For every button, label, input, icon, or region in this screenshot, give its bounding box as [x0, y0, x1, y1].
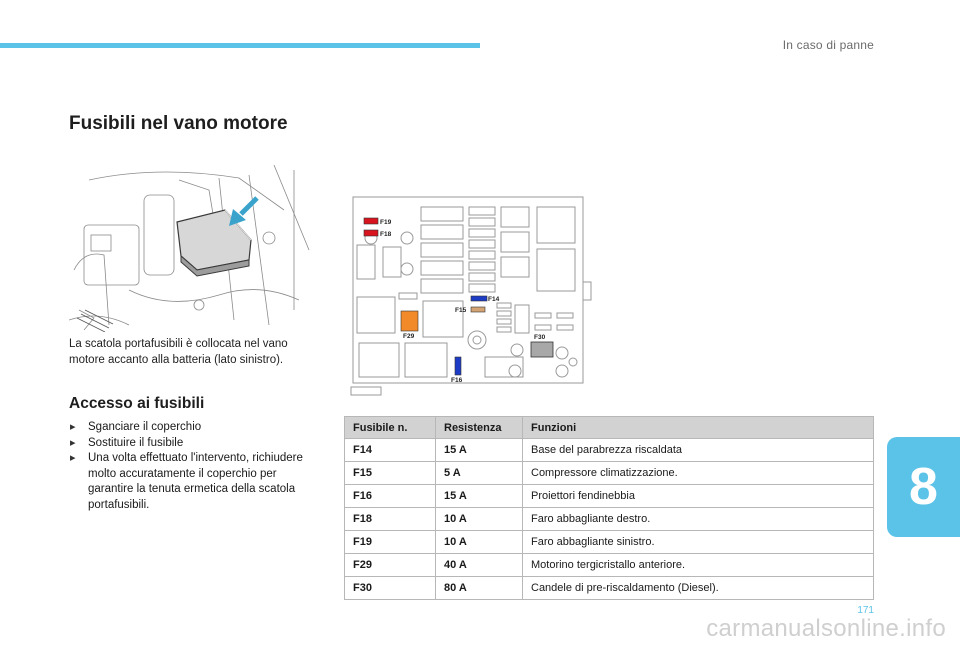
fuse-f19	[364, 218, 378, 224]
column-header-fuse: Fusibile n.	[345, 417, 436, 439]
cell-function: Proiettori fendinebbia	[523, 485, 874, 508]
table-row	[345, 554, 874, 577]
cell-rating: 10 A	[436, 531, 523, 554]
list-item	[69, 451, 324, 513]
cell-fuse: F29	[345, 554, 436, 577]
cell-function: Faro abbagliante destro.	[523, 508, 874, 531]
cell-fuse: F18	[345, 508, 436, 531]
cell-rating: 5 A	[436, 462, 523, 485]
cell-function: Compressore climatizzazione.	[523, 462, 874, 485]
chapter-title: In caso di panne	[782, 38, 874, 52]
access-fuses-title: Accesso ai fusibili	[69, 395, 205, 412]
list-item	[69, 420, 324, 436]
fuse-f15	[471, 307, 485, 312]
cell-rating: 40 A	[436, 554, 523, 577]
cell-rating: 10 A	[436, 508, 523, 531]
step-text: Una volta effettuato l'intervento, richiudere molto accuratamente il coperchio per garantire la tenuta ermetica della scatola portafusibili.	[88, 452, 303, 511]
engine-bay-illustration	[69, 160, 312, 332]
chapter-number: 8	[909, 458, 938, 516]
table-row	[345, 462, 874, 485]
page-title: Fusibili nel vano motore	[69, 113, 288, 134]
chapter-tab	[887, 437, 960, 537]
illustration-caption: La scatola portafusibili è collocata nel vano motore accanto alla batteria (lato sinistro).	[69, 338, 288, 366]
cell-rating: 15 A	[436, 439, 523, 462]
label-f19: F19	[380, 219, 392, 226]
fuse-f14	[471, 296, 487, 301]
step-text: Sganciare il coperchio	[88, 421, 202, 433]
cell-function: Candele di pre-riscaldamento (Diesel).	[523, 577, 874, 600]
fuse-f18	[364, 230, 378, 236]
table-row	[345, 531, 874, 554]
cell-fuse: F15	[345, 462, 436, 485]
bullet-arrow-icon: ▸	[70, 452, 76, 464]
table-row	[345, 508, 874, 531]
table-header-row	[345, 417, 874, 439]
fuse-f30	[531, 342, 553, 357]
fuse-f29	[401, 311, 418, 331]
table-row	[345, 577, 874, 600]
fuse-box-diagram	[347, 185, 592, 397]
cell-fuse: F16	[345, 485, 436, 508]
fuse-f16	[455, 357, 461, 375]
watermark-text: carmanualsonline.info	[706, 615, 946, 642]
cell-function: Faro abbagliante sinistro.	[523, 531, 874, 554]
label-f14: F14	[488, 296, 500, 303]
cell-rating: 80 A	[436, 577, 523, 600]
step-text: Sostituire il fusibile	[88, 436, 184, 449]
cell-fuse: F14	[345, 439, 436, 462]
table-row	[345, 485, 874, 508]
cell-fuse: F19	[345, 531, 436, 554]
column-header-rating: Resistenza	[436, 417, 523, 439]
label-f15: F15	[455, 307, 467, 314]
label-f30: F30	[534, 334, 546, 341]
list-item	[69, 436, 324, 452]
label-f29: F29	[403, 333, 415, 340]
cell-function: Motorino tergicristallo anteriore.	[523, 554, 874, 577]
access-steps-list	[69, 420, 324, 513]
top-accent-bar	[0, 43, 480, 48]
table-row	[345, 439, 874, 462]
fuse-table	[344, 416, 874, 600]
cell-function: Base del parabrezza riscaldata	[523, 439, 874, 462]
column-header-functions: Funzioni	[523, 417, 874, 439]
bullet-arrow-icon: ▸	[70, 436, 76, 449]
bullet-arrow-icon: ▸	[70, 421, 76, 433]
label-f18: F18	[380, 231, 392, 238]
cell-fuse: F30	[345, 577, 436, 600]
cell-rating: 15 A	[436, 485, 523, 508]
page-number: 171	[857, 605, 874, 616]
label-f16: F16	[451, 377, 463, 384]
